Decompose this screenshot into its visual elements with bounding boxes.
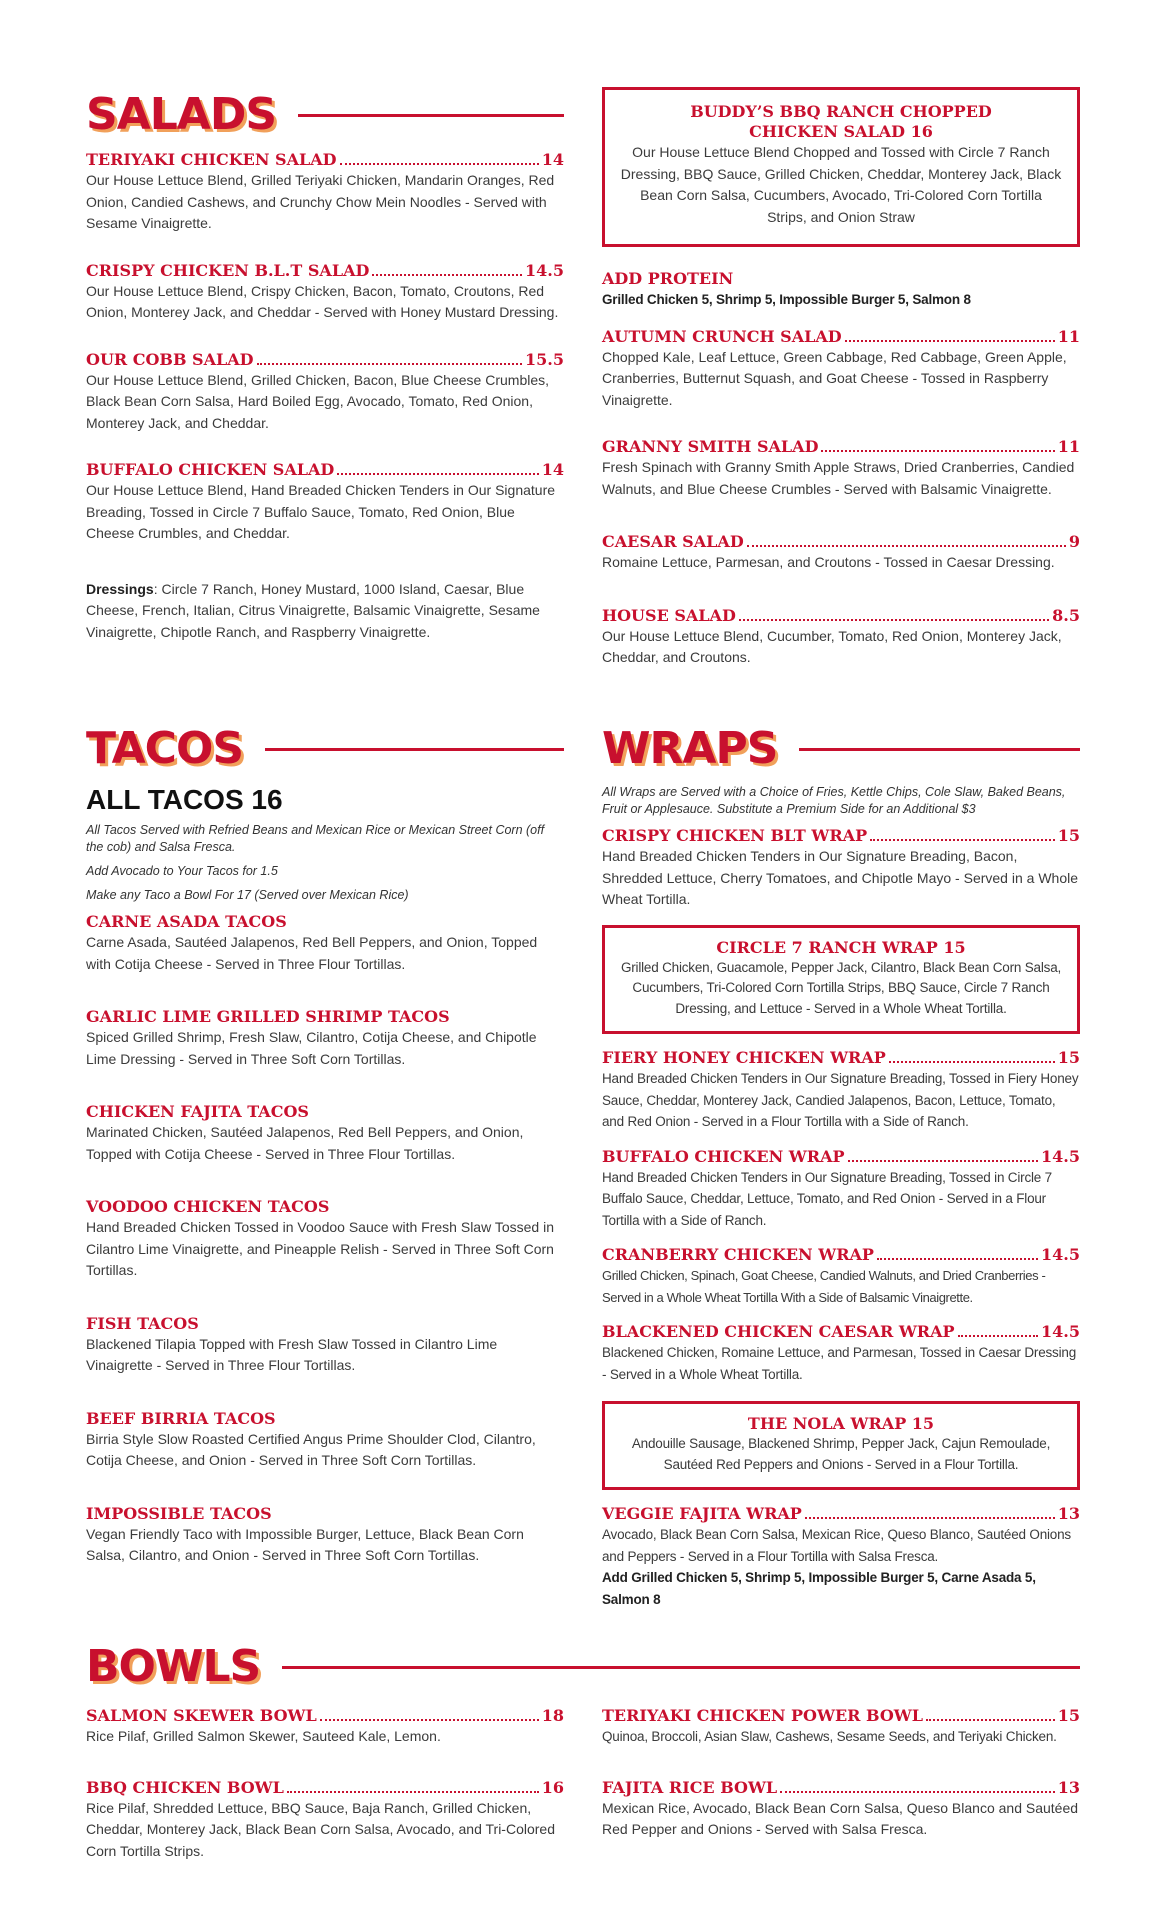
menu-item: [602, 437, 1080, 500]
item-price: 15: [1057, 1048, 1080, 1067]
bowls-left-column: [86, 1706, 564, 1882]
item-name: TERIYAKI CHICKEN POWER BOWL: [602, 1706, 923, 1725]
item-price: 9: [1068, 532, 1080, 551]
leader-dots: [870, 839, 1055, 841]
item-desc: Grilled Chicken, Spinach, Goat Cheese, Candied Walnuts, and Dried Cranberries - Served in a Whole Wheat Tortilla With a Side of Balsamic Vinaigrette.: [602, 1268, 1046, 1305]
leader-dots: [287, 1791, 539, 1793]
salads-left-column: [86, 84, 564, 643]
item-price: 13: [1057, 1504, 1080, 1523]
featured-wrap-box: [602, 1401, 1080, 1490]
item-name: BUFFALO CHICKEN SALAD: [86, 460, 335, 479]
featured-wrap-desc: Grilled Chicken, Guacamole, Pepper Jack, Cilantro, Black Bean Corn Salsa, Cucumbers, Tri-Colored Corn Tortilla Strips, BBQ Sauce, Circle 7 Ranch Dressing, and Lettuce - Served in a Whole Wheat Tortilla.: [620, 959, 1062, 1016]
item-name: FIERY HONEY CHICKEN WRAP: [602, 1048, 886, 1067]
item-name: VEGGIE FAJITA WRAP: [602, 1504, 802, 1523]
leader-dots: [845, 340, 1055, 342]
item-desc: Rice Pilaf, Shredded Lettuce, BBQ Sauce, Baja Ranch, Grilled Chicken, Cheddar, Monterey Jack, Black Bean Corn Salsa, Avocado, and Tri-Colored Corn Tortilla Strips.: [86, 1799, 555, 1859]
item-price: 14.5: [1041, 1146, 1080, 1166]
tacos-column: [86, 718, 564, 1587]
menu-item: [86, 912, 564, 975]
item-price: 8.5: [1052, 605, 1080, 625]
item-price: 14.5: [1041, 1322, 1080, 1341]
tacos-note: Add Avocado to Your Tacos for 1.5: [86, 864, 278, 878]
add-protein-label: ADD PROTEIN: [602, 269, 734, 288]
item-name: BEEF BIRRIA TACOS: [86, 1408, 276, 1428]
add-protein-text: Grilled Chicken 5, Shrimp 5, Impossible Burger 5, Salmon 8: [602, 292, 971, 307]
item-name: AUTUMN CRUNCH SALAD: [602, 326, 842, 346]
menu-item: [86, 261, 564, 324]
item-name: FISH TACOS: [86, 1313, 199, 1333]
item-desc: Hand Breaded Chicken Tenders in Our Signature Breading, Tossed in Fiery Honey Sauce, Cheddar, Monterey Jack, Candied Jalapenos, Bacon, Lettuce, Tomato, and Red Onion - Served in a Flour Tortilla with a Side of Ranch.: [602, 1071, 1079, 1129]
menu-item: [602, 1504, 1080, 1610]
tacos-note: Make any Taco a Bowl For 17 (Served over Mexican Rice): [86, 888, 409, 902]
leader-dots: [877, 1258, 1038, 1260]
item-price: 15: [1057, 826, 1080, 845]
menu-item: [86, 1409, 564, 1472]
leader-dots: [747, 545, 1066, 547]
item-desc: Our House Lettuce Blend, Grilled Teriyaki Chicken, Mandarin Oranges, Red Onion, Candied Cashews, and Crunchy Chow Mein Noodles - Served with Sesame Vinaigrette.: [86, 172, 555, 231]
leader-dots: [926, 1719, 1055, 1721]
item-desc: Mexican Rice, Avocado, Black Bean Corn Salsa, Queso Blanco and Sautéed Red Pepper and Onions - Served with Salsa Fresca.: [602, 1799, 1079, 1837]
item-desc: Rice Pilaf, Grilled Salmon Skewer, Sauteed Kale, Lemon.: [86, 1728, 441, 1744]
leader-dots: [889, 1061, 1055, 1063]
leader-dots: [320, 1719, 539, 1721]
wraps-note: All Wraps are Served with a Choice of Fries, Kettle Chips, Cole Slaw, Baked Beans, Fruit or Applesauce. Substitute a Premium Side for an Additional $3: [602, 785, 1066, 816]
item-name: BUFFALO CHICKEN WRAP: [602, 1146, 845, 1166]
bowls-rule: [282, 1666, 1080, 1669]
salads-title: SALADS: [86, 89, 277, 140]
item-price: 14: [541, 460, 564, 479]
item-desc: Hand Breaded Chicken Tenders in Our Signature Breading, Tossed in Circle 7 Buffalo Sauce, Cheddar, Lettuce, Tomato, and Red Onion - Served in a Flour Tortilla with a Side of Ranch.: [602, 1169, 1052, 1228]
featured-wrap-box: [602, 925, 1080, 1035]
menu-item: [86, 350, 564, 435]
add-protein: [602, 269, 1080, 311]
menu-item: [86, 460, 564, 545]
leader-dots: [739, 619, 1049, 621]
menu-item: [602, 1706, 1080, 1748]
featured-salad-desc: Our House Lettuce Blend Chopped and Tossed with Circle 7 Ranch Dressing, BBQ Sauce, Grilled Chicken, Cheddar, Monterey Jack, Black Bean Corn Salsa, Cucumbers, Avocado, Tri-Colored Corn Tortilla Strips, and Onion Straw: [620, 144, 1062, 225]
menu-item: [602, 826, 1080, 911]
item-name: CRISPY CHICKEN BLT WRAP: [602, 826, 868, 845]
wraps-header: [602, 718, 1080, 780]
item-name: BLACKENED CHICKEN CAESAR WRAP: [602, 1322, 955, 1341]
leader-dots: [821, 450, 1054, 452]
featured-wrap-name: THE NOLA WRAP 15: [747, 1414, 935, 1433]
salads-rule: [298, 114, 564, 117]
dressings-note: [86, 579, 564, 644]
featured-wrap-desc: Andouille Sausage, Blackened Shrimp, Pepper Jack, Cajun Remoulade, Sautéed Red Peppers and Onions - Served in a Flour Tortilla.: [631, 1436, 1051, 1472]
item-name: GRANNY SMITH SALAD: [602, 437, 819, 456]
salads-header: [86, 84, 564, 146]
item-desc: Carne Asada, Sautéed Jalapenos, Red Bell Peppers, and Onion, Topped with Cotija Cheese - Served in Three Flour Tortillas.: [86, 934, 538, 972]
item-price: 11: [1057, 437, 1080, 456]
item-desc: Avocado, Black Bean Corn Salsa, Mexican Rice, Queso Blanco, Sautéed Onions and Peppers - Served in a Flour Tortilla with Salsa Fresca.: [602, 1527, 1071, 1564]
item-desc: Spiced Grilled Shrimp, Fresh Slaw, Cilantro, Cotija Cheese, and Chipotle Lime Dressing - Served in Three Soft Corn Tortillas.: [86, 1029, 537, 1067]
item-price: 14.5: [1041, 1245, 1080, 1264]
item-desc: Fresh Spinach with Granny Smith Apple Straws, Dried Cranberries, Candied Walnuts, and Blue Cheese Crumbles - Served with Balsamic Vinaigrette.: [602, 459, 1075, 497]
dressings-label: Dressings: [86, 580, 154, 597]
item-name: CRISPY CHICKEN B.L.T SALAD: [86, 260, 370, 280]
featured-salad-box: [602, 87, 1080, 247]
item-price: 15: [1057, 1706, 1080, 1725]
item-desc: Chopped Kale, Leaf Lettuce, Green Cabbage, Red Cabbage, Green Apple, Cranberries, Butternut Squash, and Goat Cheese - Tossed in Raspberry Vinaigrette.: [602, 348, 1067, 408]
featured-salad-name: BUDDY’S BBQ RANCH CHOPPED CHICKEN SALAD 16: [690, 102, 992, 141]
menu-item: [86, 1314, 564, 1377]
item-name: FAJITA RICE BOWL: [602, 1777, 778, 1797]
item-desc: Hand Breaded Chicken Tenders in Our Signature Breading, Bacon, Shredded Lettuce, Cherry Tomatoes, and Chipotle Mayo - Served in a Whole Wheat Tortilla.: [602, 848, 1078, 907]
item-name: IMPOSSIBLE TACOS: [86, 1503, 272, 1523]
menu-item: [602, 1147, 1080, 1232]
menu-item: [86, 1706, 564, 1748]
item-desc: Our House Lettuce Blend, Crispy Chicken, Bacon, Tomato, Croutons, Red Onion, Monterey Jack, and Cheddar - Served with Honey Mustard Dressing.: [86, 282, 559, 320]
leader-dots: [372, 274, 522, 276]
leader-dots: [257, 363, 522, 365]
menu-item: [602, 1322, 1080, 1385]
salads-right-column: [602, 87, 1080, 689]
item-desc: Our House Lettuce Blend, Hand Breaded Chicken Tenders in Our Signature Breading, Tossed in Circle 7 Buffalo Sauce, Tomato, Red Onion, Blue Cheese Crumbles, and Cheddar.: [86, 482, 556, 541]
featured-wrap-name: CIRCLE 7 RANCH WRAP 15: [716, 937, 966, 957]
item-name: CRANBERRY CHICKEN WRAP: [602, 1245, 874, 1264]
item-price: 14.5: [525, 260, 564, 280]
menu-item: [602, 1778, 1080, 1841]
menu-item: [602, 1245, 1080, 1308]
item-price: 13: [1057, 1777, 1080, 1797]
item-desc: Quinoa, Broccoli, Asian Slaw, Cashews, Sesame Seeds, and Teriyaki Chicken.: [602, 1729, 1057, 1744]
item-name: OUR COBB SALAD: [86, 349, 254, 369]
menu-item: [86, 1102, 564, 1165]
leader-dots: [337, 473, 538, 475]
item-desc: Vegan Friendly Taco with Impossible Burger, Lettuce, Black Bean Corn Salsa, Cilantro, and Onion - Served in Three Soft Corn Tortillas.: [86, 1525, 524, 1563]
bowls-title: BOWLS: [86, 1641, 261, 1692]
wraps-column: [602, 718, 1080, 1630]
leader-dots: [340, 163, 539, 165]
veggie-addon: Add Grilled Chicken 5, Shrimp 5, Impossible Burger 5, Carne Asada 5, Salmon 8: [602, 1570, 1036, 1607]
item-name: HOUSE SALAD: [602, 605, 736, 625]
item-price: 16: [541, 1777, 564, 1797]
tacos-rule: [265, 748, 564, 751]
menu-item: [602, 1048, 1080, 1133]
menu-item: [86, 1504, 564, 1567]
leader-dots: [848, 1160, 1039, 1162]
item-name: CHICKEN FAJITA TACOS: [86, 1102, 309, 1121]
item-desc: Romaine Lettuce, Parmesan, and Croutons - Tossed in Caesar Dressing.: [602, 554, 1055, 570]
tacos-header: [86, 718, 564, 780]
item-desc: Blackened Tilapia Topped with Fresh Slaw Tossed in Cilantro Lime Vinaigrette - Served in Three Flour Tortillas.: [86, 1335, 498, 1373]
bowls-header: [86, 1636, 1080, 1698]
item-desc: Our House Lettuce Blend, Cucumber, Tomato, Red Onion, Monterey Jack, Cheddar, and Croutons.: [602, 627, 1062, 665]
item-name: SALMON SKEWER BOWL: [86, 1706, 317, 1725]
tacos-title: TACOS: [86, 723, 244, 774]
item-desc: Our House Lettuce Blend, Grilled Chicken, Bacon, Blue Cheese Crumbles, Black Bean Corn Salsa, Hard Boiled Egg, Avocado, Tomato, Red Onion, Monterey Jack, and Cheddar.: [86, 371, 550, 431]
item-desc: Blackened Chicken, Romaine Lettuce, and Parmesan, Tossed in Caesar Dressing - Served in a Whole Wheat Tortilla.: [602, 1345, 1077, 1382]
item-desc: Birria Style Slow Roasted Certified Angus Prime Shoulder Clod, Cilantro, Cotija Cheese, and Onion - Served in Three Soft Corn Tortillas.: [86, 1430, 536, 1468]
item-price: 14: [541, 150, 564, 169]
item-desc: Marinated Chicken, Sautéed Jalapenos, Red Bell Peppers, and Onion, Topped with Cotija Cheese - Served in Three Flour Tortillas.: [86, 1124, 524, 1162]
leader-dots: [805, 1517, 1055, 1519]
item-name: BBQ CHICKEN BOWL: [86, 1777, 284, 1797]
item-name: TERIYAKI CHICKEN SALAD: [86, 150, 337, 169]
wraps-rule: [799, 748, 1080, 751]
item-price: 15.5: [525, 349, 564, 369]
item-desc: Hand Breaded Chicken Tossed in Voodoo Sauce with Fresh Slaw Tossed in Cilantro Lime Vinaigrette, and Pineapple Relish - Served in Three Soft Corn Tortillas.: [86, 1219, 554, 1278]
item-name: CAESAR SALAD: [602, 532, 744, 551]
item-price: 18: [541, 1706, 564, 1725]
item-name: GARLIC LIME GRILLED SHRIMP TACOS: [86, 1007, 450, 1026]
item-name: CARNE ASADA TACOS: [86, 912, 287, 931]
item-price: 11: [1057, 326, 1080, 346]
menu-item: [602, 532, 1080, 574]
leader-dots: [958, 1335, 1038, 1337]
menu-item: [602, 327, 1080, 412]
menu-item: [86, 1778, 564, 1863]
tacos-note: All Tacos Served with Refried Beans and Mexican Rice or Mexican Street Corn (off the cob) and Salsa Fresca.: [86, 823, 545, 854]
bowls-right-column: [602, 1706, 1080, 1861]
item-name: VOODOO CHICKEN TACOS: [86, 1197, 330, 1216]
leader-dots: [780, 1791, 1055, 1793]
wraps-title: WRAPS: [602, 723, 778, 774]
menu-item: [86, 150, 564, 235]
menu-item: [86, 1197, 564, 1282]
menu-item: [602, 606, 1080, 669]
all-tacos-price: ALL TACOS 16: [86, 784, 283, 815]
dressings-text: : Circle 7 Ranch, Honey Mustard, 1000 Island, Caesar, Blue Cheese, French, Italian, Citrus Vinaigrette, Balsamic Vinaigrette, Sesame Vinaigrette, Chipotle Ranch, and Raspberry Vinaigrette.: [86, 580, 540, 640]
menu-item: [86, 1007, 564, 1070]
